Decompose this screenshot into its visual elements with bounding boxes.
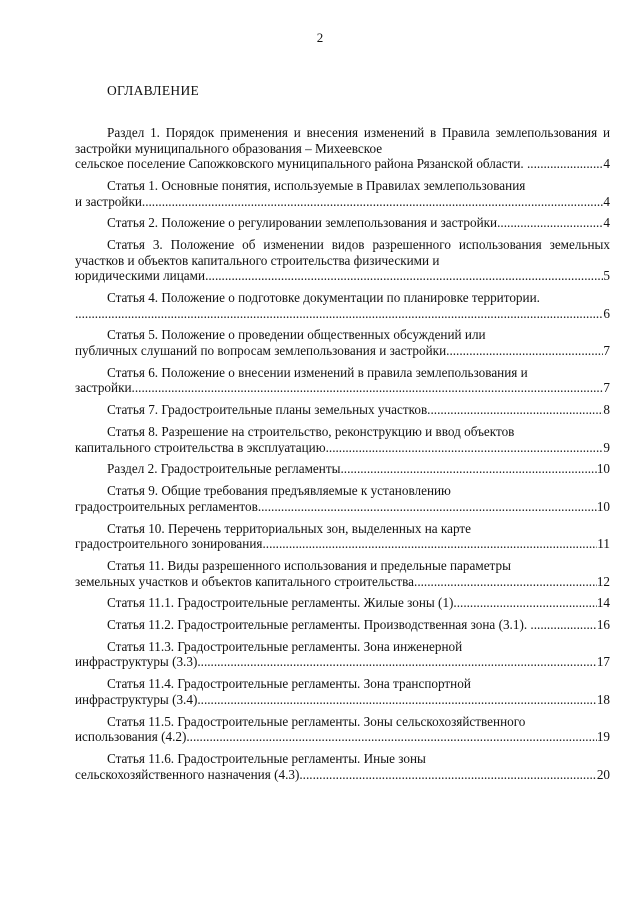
toc-entry[interactable] (75, 714, 610, 745)
toc-entry-text: Статья 6. Положение о внесении изменений в правила землепользования и (107, 364, 528, 380)
page-number: 2 (316, 30, 324, 45)
toc-entry-leader-line (75, 692, 610, 708)
toc-entry-leader-line (75, 343, 610, 359)
toc-entry-leader-line (75, 380, 610, 396)
toc-entry-page-number: 17 (596, 654, 610, 670)
toc-entry[interactable] (75, 215, 610, 231)
toc-entry-tail-text: Статья 11.2. Градостроительные регламенты. Производственная зона (3.1). . (107, 617, 534, 633)
toc-entry-page-number: 5 (603, 268, 610, 284)
dot-leader (417, 574, 596, 590)
toc-entry-tail-text: публичных слушаний по вопросам землепользования и застройки. (75, 343, 450, 359)
toc-entry-tail-text: градостроительного зонирования. (75, 536, 266, 552)
toc-entry-tail-text: Статья 2. Положение о регулировании землепользования и застройки. (107, 215, 501, 231)
toc-entry-leader-line (75, 729, 610, 745)
toc-entry[interactable] (75, 237, 610, 284)
toc-entry[interactable] (75, 461, 610, 477)
toc-entry[interactable] (75, 676, 610, 707)
toc-entry[interactable] (75, 327, 610, 358)
toc-entry-text: Раздел 1. Порядок применения и внесения изменений в Правила землепользования и застройки муниципального образования – Михеевское (75, 125, 610, 156)
toc-entry-leader-line (75, 440, 610, 456)
toc-entry-leader-line (75, 194, 610, 210)
dot-leader (201, 692, 597, 708)
toc-entry-leader-line (75, 215, 610, 231)
dot-leader (145, 194, 603, 210)
toc-entry-tail-text: земельных участков и объектов капитального строительства. (75, 573, 418, 589)
toc-entry-page-number: 20 (596, 766, 610, 782)
toc-entry-page-number: 8 (603, 402, 610, 418)
toc-entry-tail-text: инфраструктуры (3.4). (75, 691, 201, 707)
toc-entry-leader-line (75, 654, 610, 670)
toc-entry[interactable] (75, 125, 610, 172)
dot-leader (457, 595, 597, 611)
toc-entry-page-number: 10 (596, 461, 610, 477)
toc-entry-leader-line (75, 595, 610, 611)
toc-entry-page-number: 14 (596, 595, 610, 611)
toc-entry[interactable] (75, 639, 610, 670)
dot-leader (500, 215, 603, 231)
toc-entry-leader-line (75, 767, 610, 783)
toc-entry-text: Статья 10. Перечень территориальных зон, выделенных на карте (107, 520, 472, 536)
toc-entry-page-number: 4 (603, 193, 610, 209)
toc-entry-tail-text: сельское поселение Сапожковского муниципального района Рязанской области. . (75, 156, 531, 172)
dot-leader (530, 156, 603, 172)
toc-entry-tail-text: сельскохозяйственного назначения (4.3). (75, 766, 303, 782)
toc-entry-leader-line (75, 574, 610, 590)
toc-entry-page-number: 16 (596, 617, 610, 633)
dot-leader (135, 380, 604, 396)
toc-entry-page-number: 6 (603, 305, 610, 321)
toc-entry-page-number: 12 (596, 573, 610, 589)
toc-entry-page-number: 11 (597, 536, 610, 552)
toc-entry[interactable] (75, 521, 610, 552)
toc-entry-text: Статья 9. Общие требования предъявляемые к установлению (107, 483, 451, 499)
toc-entry-text: Статья 4. Положение о подготовке документации по планировке территории. (107, 290, 540, 306)
toc-entry-text: Статья 5. Положение о проведении общественных обсуждений или (107, 327, 486, 343)
toc-entry-text: Статья 11.5. Градостроительные регламенты. Зоны сельскохозяйственного (107, 713, 526, 729)
toc-entry-tail-text: Раздел 2. Градостроительные регламенты. (107, 461, 344, 477)
toc-entry-page-number: 4 (603, 215, 610, 231)
toc-entry[interactable] (75, 290, 610, 321)
toc-entry-text: Статья 8. Разрешение на строительство, реконструкцию и ввод объектов (107, 424, 515, 439)
toc-entry-page-number: 10 (596, 498, 610, 514)
toc-entry-page-number: 18 (596, 691, 610, 707)
toc-entry-text: Статья 11.6. Градостроительные регламенты. Иные зоны (107, 750, 426, 766)
dot-leader (190, 729, 597, 745)
toc-entry[interactable] (75, 751, 610, 782)
toc-entry-leader-line (75, 536, 610, 552)
dot-leader (430, 402, 603, 418)
dot-leader (329, 440, 604, 456)
toc-entry[interactable] (75, 365, 610, 396)
toc-entry-text: Статья 1. Основные понятия, используемые в Правилах землепользования (107, 177, 526, 193)
toc-entry-text: Статья 11.3. Градостроительные регламенты. Зона инженерной (107, 638, 463, 654)
toc-entry-tail-text: и застройки. (75, 193, 146, 209)
toc-entry-text: Статья 11.4. Градостроительные регламенты. Зона транспортной (107, 676, 471, 692)
toc-title: ОГЛАВЛЕНИЕ (107, 83, 200, 98)
toc-entry-leader-line (75, 156, 610, 172)
toc-entry-text: Статья 11. Виды разрешенного использования и предельные параметры (107, 557, 511, 573)
toc-entry[interactable] (75, 424, 610, 455)
dot-leader (205, 268, 603, 284)
dot-leader (261, 499, 597, 515)
table-of-contents (75, 125, 610, 788)
toc-entry-tail-text: использования (4.2). (75, 729, 190, 745)
toc-entry-tail-text: юридическими лицами (75, 268, 206, 284)
toc-entry[interactable] (75, 178, 610, 209)
toc-entry-leader-line (75, 268, 610, 284)
toc-entry-tail-text: градостроительных регламентов. (75, 498, 262, 514)
dot-leader (266, 536, 598, 552)
toc-entry-tail-text: Статья 11.1. Градостроительные регламенты. Жилые зоны (1). (107, 595, 457, 611)
dot-leader (75, 306, 603, 322)
dot-leader (534, 617, 597, 633)
dot-leader (303, 767, 597, 783)
toc-entry-leader-line (75, 617, 610, 633)
toc-entry-leader-line (75, 306, 610, 322)
toc-entry[interactable] (75, 617, 610, 633)
toc-entry[interactable] (75, 483, 610, 514)
toc-entry-page-number: 19 (596, 729, 610, 745)
toc-entry-tail-text: капитального строительства в эксплуатацию. (75, 439, 329, 455)
toc-entry-leader-line (75, 461, 610, 477)
toc-entry[interactable] (75, 595, 610, 611)
toc-entry-tail-text: Статья 7. Градостроительные планы земельных участков. (107, 402, 431, 418)
toc-entry-page-number: 4 (603, 156, 610, 172)
toc-entry-page-number: 9 (603, 439, 610, 455)
dot-leader (344, 461, 597, 477)
toc-entry-page-number: 7 (603, 380, 610, 396)
toc-entry[interactable] (75, 558, 610, 589)
toc-entry-text: Статья 3. Положение об изменении видов разрешенного использования земельных участков и объектов капитального строительства физическими и (75, 237, 610, 268)
dot-leader (201, 654, 597, 670)
toc-entry-page-number: 7 (603, 343, 610, 359)
toc-entry-tail-text: инфраструктуры (3.3). (75, 654, 201, 670)
toc-entry-leader-line (75, 499, 610, 515)
toc-entry-leader-line (75, 402, 610, 418)
toc-entry-tail-text: застройки. (75, 380, 135, 396)
dot-leader (449, 343, 603, 359)
toc-entry[interactable] (75, 402, 610, 418)
